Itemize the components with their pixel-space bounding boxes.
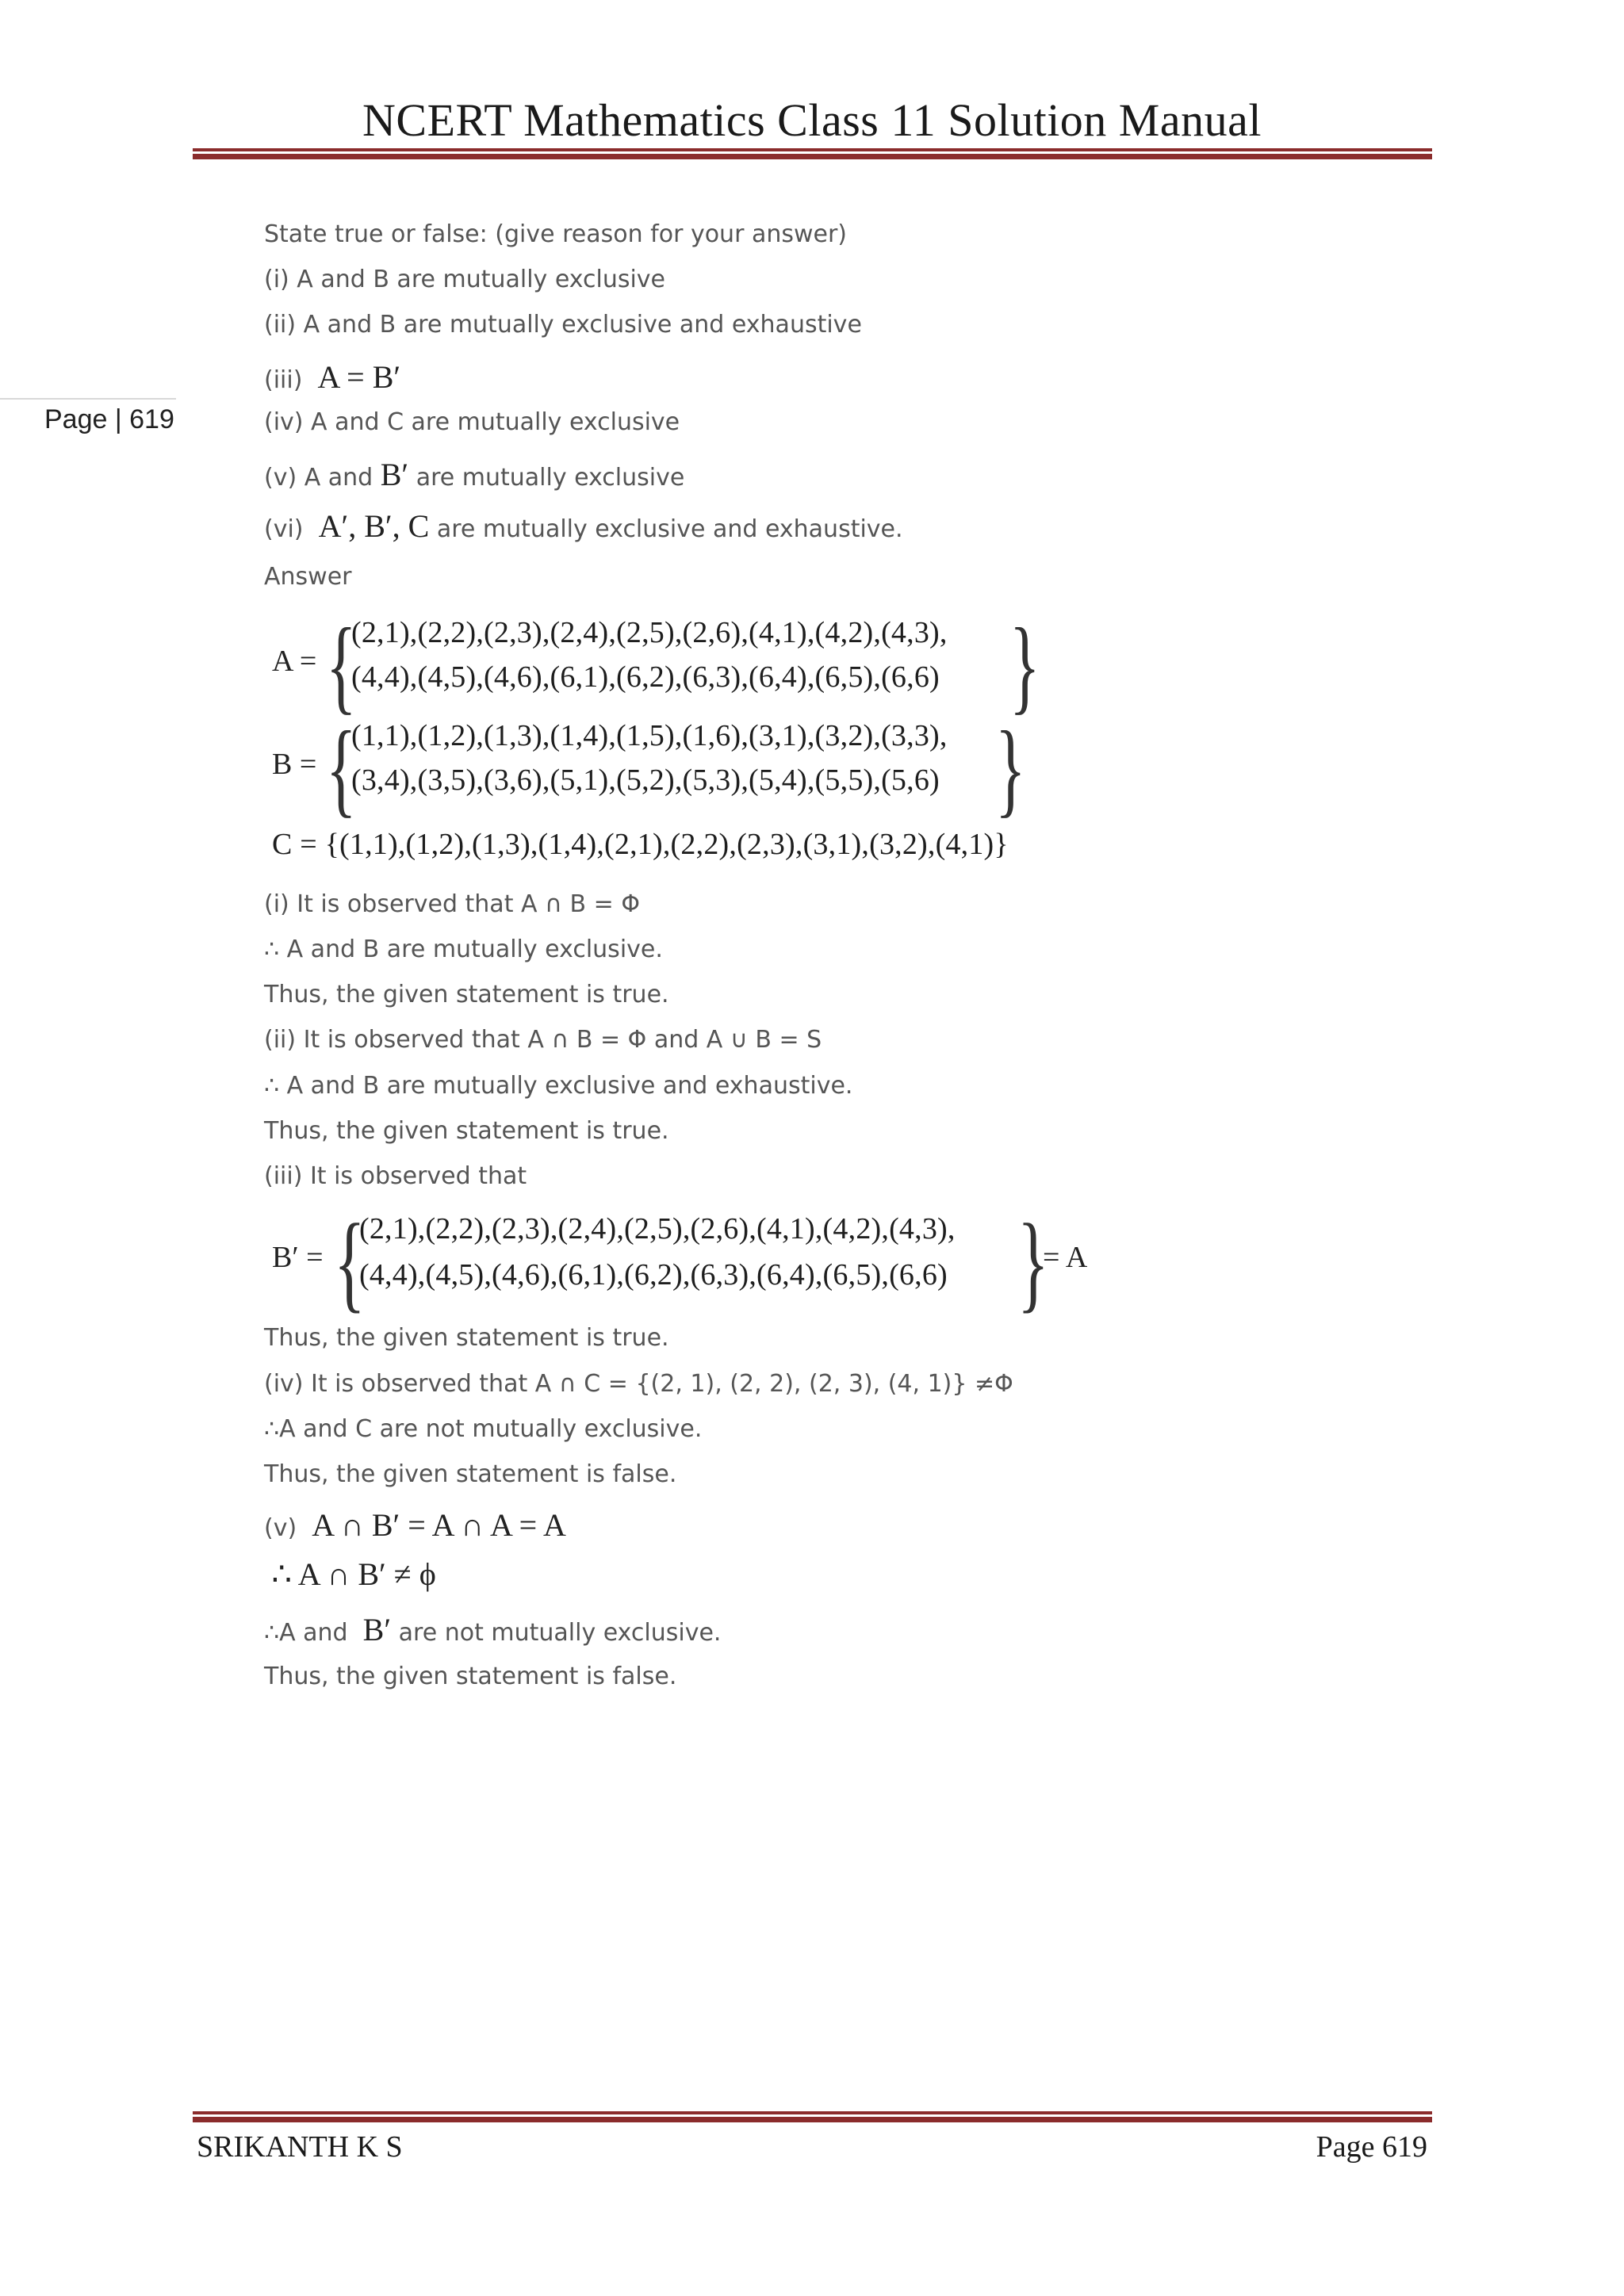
set-a-lhs: A =	[272, 645, 317, 678]
question-iii-label: (iii)	[264, 366, 303, 394]
set-c: C = {(1,1),(1,2),(1,3),(1,4),(2,1),(2,2),(2,3),(3,1),(3,2),(4,1)}	[272, 828, 1009, 861]
footer-author: SRIKANTH K S	[197, 2130, 403, 2164]
set-a-brace-open: {	[326, 607, 357, 724]
solution-v-line-2	[264, 1556, 436, 1593]
margin-divider	[0, 398, 176, 400]
question-vi-math: A′, B′, C	[318, 508, 430, 544]
set-b	[272, 710, 1303, 827]
footer-rule	[193, 2111, 1432, 2122]
solution-i-line-3: Thus, the given statement is true.	[264, 981, 669, 1008]
solution-v-label: (v)	[264, 1514, 297, 1542]
header-rule	[193, 148, 1432, 159]
solution-i-line-2: ∴ A and B are mutually exclusive.	[264, 936, 663, 963]
solution-ii-line-3: Thus, the given statement is true.	[264, 1117, 669, 1145]
footer-page-number: Page 619	[1316, 2130, 1427, 2164]
set-b-prime-brace-open: {	[334, 1201, 366, 1322]
question-v-math: B′	[380, 457, 409, 492]
solution-v-line-3	[264, 1611, 721, 1648]
solution-i-line-1: (i) It is observed that A ∩ B = Φ	[264, 890, 640, 918]
solution-v-line-1	[264, 1506, 566, 1544]
question-iii	[264, 358, 400, 396]
solution-v-line-4: Thus, the given statement is false.	[264, 1663, 677, 1690]
solution-v-line-3b: are not mutually exclusive.	[398, 1619, 722, 1647]
question-vi	[264, 507, 903, 545]
answer-label: Answer	[264, 563, 352, 591]
solution-v-math-1: A ∩ B′ = A ∩ A = A	[312, 1507, 566, 1543]
set-b-row-2: (3,4),(3,5),(3,6),(5,1),(5,2),(5,3),(5,4),(5,5),(5,6)	[351, 763, 940, 797]
set-b-row-1: (1,1),(1,2),(1,3),(1,4),(1,5),(1,6),(3,1),(3,2),(3,3),	[351, 719, 948, 752]
question-iv: (iv) A and C are mutually exclusive	[264, 408, 680, 436]
solution-ii-line-1: (ii) It is observed that A ∩ B = Φ and A ∪ B = S	[264, 1026, 822, 1054]
set-b-prime-lhs: B′ =	[272, 1241, 324, 1274]
solution-iv-line-2: ∴A and C are not mutually exclusive.	[264, 1415, 703, 1443]
question-v-label: (v) A and	[264, 464, 373, 492]
question-v-rest: are mutually exclusive	[416, 464, 685, 492]
solution-ii-line-2: ∴ A and B are mutually exclusive and exhaustive.	[264, 1072, 853, 1100]
set-b-lhs: B =	[272, 748, 317, 781]
question-ii: (ii) A and B are mutually exclusive and exhaustive	[264, 311, 862, 339]
solution-iv-line-3: Thus, the given statement is false.	[264, 1460, 677, 1488]
question-iii-math: A = B′	[317, 359, 401, 395]
set-b-brace-open: {	[326, 710, 357, 827]
set-a-row-1: (2,1),(2,2),(2,3),(2,4),(2,5),(2,6),(4,1),(4,2),(4,3),	[351, 616, 948, 649]
solution-iii-line-1: (iii) It is observed that	[264, 1162, 527, 1190]
question-vi-label: (vi)	[264, 515, 304, 543]
set-b-prime-row-1: (2,1),(2,2),(2,3),(2,4),(2,5),(2,6),(4,1),(4,2),(4,3),	[359, 1212, 956, 1246]
margin-page-number: Page | 619	[44, 404, 174, 434]
solution-v-line-3-math: B′	[362, 1612, 392, 1647]
question-v	[264, 456, 684, 493]
set-b-prime-row-2: (4,4),(4,5),(4,6),(6,1),(6,2),(6,3),(6,4),(6,5),(6,6)	[359, 1258, 948, 1292]
set-a-row-2: (4,4),(4,5),(4,6),(6,1),(6,2),(6,3),(6,4),(6,5),(6,6)	[351, 660, 940, 694]
set-a	[272, 607, 1303, 724]
set-b-brace-close: }	[995, 710, 1026, 827]
solution-v-math-2: ∴ A ∩ B′ ≠ ϕ	[271, 1556, 436, 1592]
page-header-title: NCERT Mathematics Class 11 Solution Manual	[362, 94, 1262, 146]
set-b-prime-brace-close: }	[1017, 1201, 1049, 1322]
solution-v-line-3a: ∴A and	[264, 1619, 348, 1647]
question-intro: State true or false: (give reason for your answer)	[264, 220, 847, 248]
set-b-prime	[272, 1201, 1303, 1322]
solution-iv-line-1: (iv) It is observed that A ∩ C = {(2, 1), (2, 2), (2, 3), (4, 1)} ≠Φ	[264, 1370, 1013, 1398]
question-i: (i) A and B are mutually exclusive	[264, 266, 666, 293]
set-b-prime-rhs: = A	[1043, 1241, 1088, 1274]
solution-iii-line-2: Thus, the given statement is true.	[264, 1324, 669, 1352]
set-a-brace-close: }	[1009, 607, 1040, 724]
question-vi-rest: are mutually exclusive and exhaustive.	[436, 515, 903, 543]
